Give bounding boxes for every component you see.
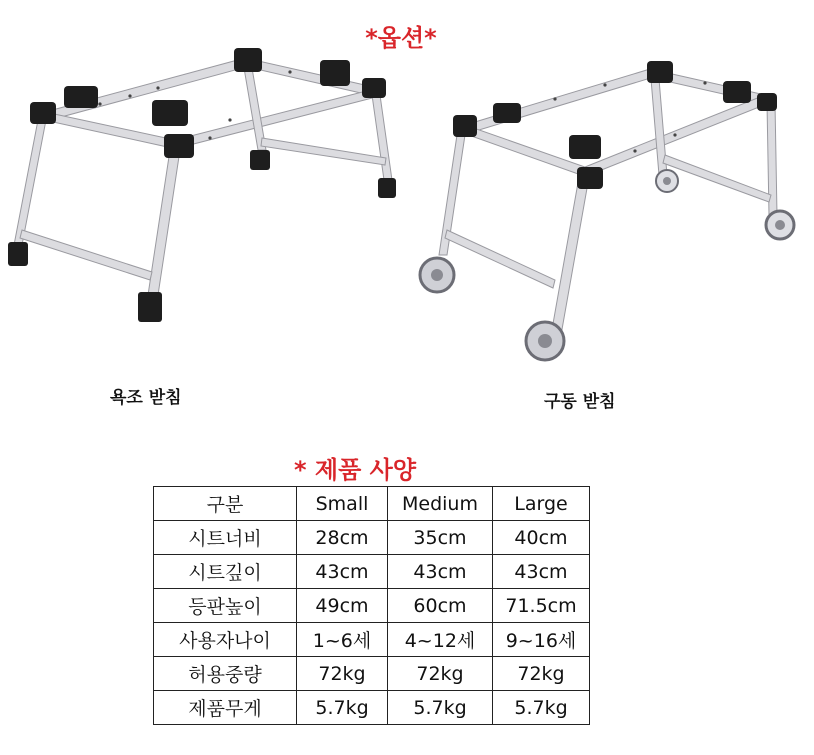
table-row — [154, 521, 590, 555]
spec-table — [153, 486, 590, 725]
options-title: *옵션* — [365, 24, 437, 52]
header-medium: Medium — [388, 487, 493, 521]
cell-large: 9~16세 — [493, 623, 590, 657]
drive-stand-caption: 구동 받침 — [544, 392, 616, 412]
cell-small: 1~6세 — [297, 623, 388, 657]
header-small: Small — [297, 487, 388, 521]
cell-medium: 60cm — [388, 589, 493, 623]
cell-medium: 72kg — [388, 657, 493, 691]
cell-small: 28cm — [297, 521, 388, 555]
cell-small: 5.7kg — [297, 691, 388, 725]
cell-medium: 5.7kg — [388, 691, 493, 725]
cell-small: 43cm — [297, 555, 388, 589]
cell-large: 40cm — [493, 521, 590, 555]
cell-large: 43cm — [493, 555, 590, 589]
table-row — [154, 555, 590, 589]
cell-medium: 35cm — [388, 521, 493, 555]
row-label: 등판높이 — [154, 589, 297, 623]
header-category: 구분 — [154, 487, 297, 521]
spec-title: * 제품 사양 — [294, 456, 416, 484]
row-label: 시트너비 — [154, 521, 297, 555]
row-label: 제품무게 — [154, 691, 297, 725]
cell-large: 72kg — [493, 657, 590, 691]
table-row — [154, 589, 590, 623]
cell-small: 72kg — [297, 657, 388, 691]
table-row — [154, 691, 590, 725]
cell-medium: 4~12세 — [388, 623, 493, 657]
cell-small: 49cm — [297, 589, 388, 623]
header-large: Large — [493, 487, 590, 521]
drive-stand-image — [405, 55, 810, 375]
row-label: 시트깊이 — [154, 555, 297, 589]
row-label: 사용자나이 — [154, 623, 297, 657]
cell-large: 71.5cm — [493, 589, 590, 623]
bath-stand-caption: 욕조 받침 — [110, 388, 182, 408]
table-row — [154, 657, 590, 691]
table-header-row — [154, 487, 590, 521]
row-label: 허용중량 — [154, 657, 297, 691]
cell-medium: 43cm — [388, 555, 493, 589]
table-row — [154, 623, 590, 657]
bath-stand-image — [0, 40, 400, 340]
cell-large: 5.7kg — [493, 691, 590, 725]
